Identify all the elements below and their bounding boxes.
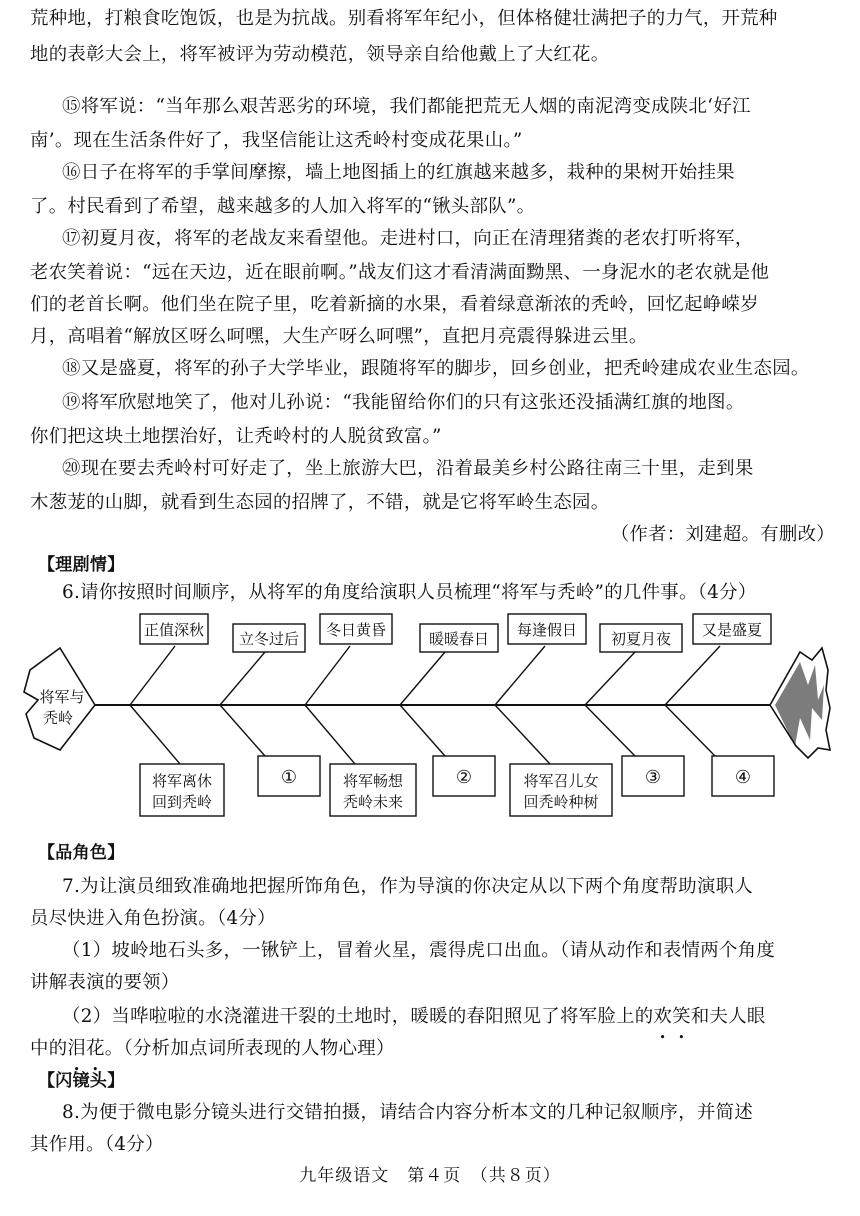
question-7: 员尽快进入角色扮演。（4分） bbox=[30, 908, 276, 929]
event-box-top-label: 冬日黄昏 bbox=[325, 621, 387, 639]
passage-line: 荒种地，打粮食吃饱饭，也是为抗战。别看将军年纪小，但体格健壮满把子的力气，开荒种 bbox=[30, 8, 778, 29]
q7-2-text: 中的 bbox=[30, 1038, 68, 1059]
event-box-top-label: 正值深秋 bbox=[143, 621, 205, 639]
section-title-character: 【品角色】 bbox=[38, 843, 125, 863]
event-box-top-label: 又是盛夏 bbox=[701, 621, 763, 639]
event-box-bottom-label: 将军畅想 bbox=[342, 772, 404, 790]
answer-box-label: ④ bbox=[734, 767, 752, 788]
event-box-top-label: 每逢假日 bbox=[516, 621, 578, 639]
question-8: 其作用。（4分） bbox=[30, 1134, 164, 1155]
passage-line: ⑳现在要去秃岭村可好走了，坐上旅游大巴，沿着最美乡村公路往南三十里，走到果 bbox=[62, 458, 754, 479]
passage-line: ⑲将军欣慰地笑了，他对儿孙说：“我能留给你们的只有这张还没插满红旗的地图。 bbox=[62, 392, 745, 413]
fish-tail-fill bbox=[775, 662, 824, 746]
page-footer: 九年级语文 第４页 （共８页） bbox=[299, 1166, 561, 1186]
q7-2-text: （2）当哗啦啦的水浇灌进干裂的土地时，暖暖的春阳照见了将军脸上的 bbox=[62, 1006, 654, 1027]
passage-line: 地的表彰大会上，将军被评为劳动模范，领导亲自给他戴上了大红花。 bbox=[30, 44, 610, 65]
q7-2-text: 和夫人眼 bbox=[690, 1006, 766, 1027]
top-boxes bbox=[140, 614, 771, 652]
question-6: 6.请你按照时间顺序，从将军的角度给演职人员梳理“将军与秃岭”的几件事。（4分） bbox=[62, 582, 757, 603]
event-box-top-label: 立冬过后 bbox=[238, 630, 300, 648]
passage-line: 了。村民看到了希望，越来越多的人加入将军的“锹头部队”。 bbox=[30, 196, 536, 217]
event-box-bottom-label: 将军召儿女 bbox=[523, 772, 599, 790]
emphasis-char: 花 bbox=[86, 1038, 105, 1059]
section-title-plot: 【理剧情】 bbox=[38, 555, 125, 575]
passage-line: 老农笑着说：“远在天边，近在眼前啊。”战友们这才看清满面黝黑、一身泥水的老农就是他 bbox=[30, 262, 770, 283]
passage-line: 木葱茏的山脚，就看到生态园的招牌了，不错，就是它将军岭生态园。 bbox=[30, 492, 610, 513]
fish-head-label: 将军与 bbox=[39, 688, 85, 706]
answer-box-label: ① bbox=[280, 767, 298, 788]
event-box-top-label: 初夏月夜 bbox=[610, 630, 672, 648]
bottom-branches bbox=[130, 705, 715, 764]
passage-line: 们的老首长啊。他们坐在院子里，吃着新摘的水果，看着绿意渐浓的秃岭，回忆起峥嵘岁 bbox=[30, 294, 759, 315]
event-box-bottom-label: 将军离休 bbox=[151, 772, 213, 790]
fish-head-label: 秃岭 bbox=[42, 709, 74, 727]
fishbone-diagram bbox=[0, 590, 860, 840]
passage-line: ⑰初夏月夜，将军的老战友来看望他。走进村口，向正在清理猪粪的老农打听将军， bbox=[62, 228, 754, 249]
question-7-part-2 bbox=[30, 1036, 835, 1062]
question-7: 7.为让演员细致准确地把握所饰角色，作为导演的你决定从以下两个角度帮助演职人 bbox=[62, 876, 754, 897]
passage-line: ⑱又是盛夏，将军的孙子大学毕业，跟随将军的脚步，回乡创业，把秃岭建成农业生态园。 bbox=[62, 358, 810, 379]
event-box-bottom-label: 回秃岭种树 bbox=[523, 793, 599, 811]
section-title-shots: 【闪镜头】 bbox=[38, 1071, 125, 1091]
emphasis-char: 欢 bbox=[653, 1006, 673, 1027]
passage-line: 月，高唱着“解放区呀么呵嘿，大生产呀么呵嘿”，直把月亮震得躲进云里。 bbox=[30, 326, 648, 347]
answer-box-label: ③ bbox=[644, 767, 662, 788]
event-box-bottom-label: 回到秃岭 bbox=[151, 793, 213, 811]
emphasis-char: 泪 bbox=[67, 1038, 87, 1059]
answer-box-label: ② bbox=[455, 767, 473, 788]
q7-2-text: 。（分析加点词所表现的人物心理） bbox=[104, 1038, 395, 1059]
question-8: 8.为便于微电影分镜头进行交错拍摄，请结合内容分析本文的几种记叙顺序，并简述 bbox=[62, 1102, 754, 1123]
passage-line: ⑮将军说：“当年那么艰苦恶劣的环境，我们都能把荒无人烟的南泥湾变成陕北‘好江 bbox=[62, 96, 751, 117]
passage-line: ⑯日子在将军的手掌间摩擦，墙上地图插上的红旗越来越多，栽种的果树开始挂果 bbox=[62, 162, 735, 183]
question-7-part-1: （1）坡岭地石头多，一锹铲上，冒着火星，震得虎口出血。（请从动作和表情两个角度 bbox=[62, 940, 776, 961]
top-branches bbox=[130, 646, 720, 705]
question-7-part-1: 讲解表演的要领） bbox=[30, 972, 180, 993]
passage-line: 你们把这块土地摆治好，让秃岭村的人脱贫致富。” bbox=[30, 426, 442, 447]
question-7-part-2 bbox=[62, 1004, 835, 1030]
event-box-top-label: 暖暖春日 bbox=[428, 630, 490, 648]
passage-line: 南’。现在生活条件好了，我坚信能让这秃岭村变成花果山。” bbox=[30, 130, 523, 151]
bottom-boxes bbox=[140, 756, 774, 816]
emphasis-char: 笑 bbox=[672, 1006, 691, 1027]
event-box-bottom-label: 秃岭未来 bbox=[342, 793, 404, 811]
author-credit: （作者：刘建超。有删改） bbox=[610, 524, 835, 545]
